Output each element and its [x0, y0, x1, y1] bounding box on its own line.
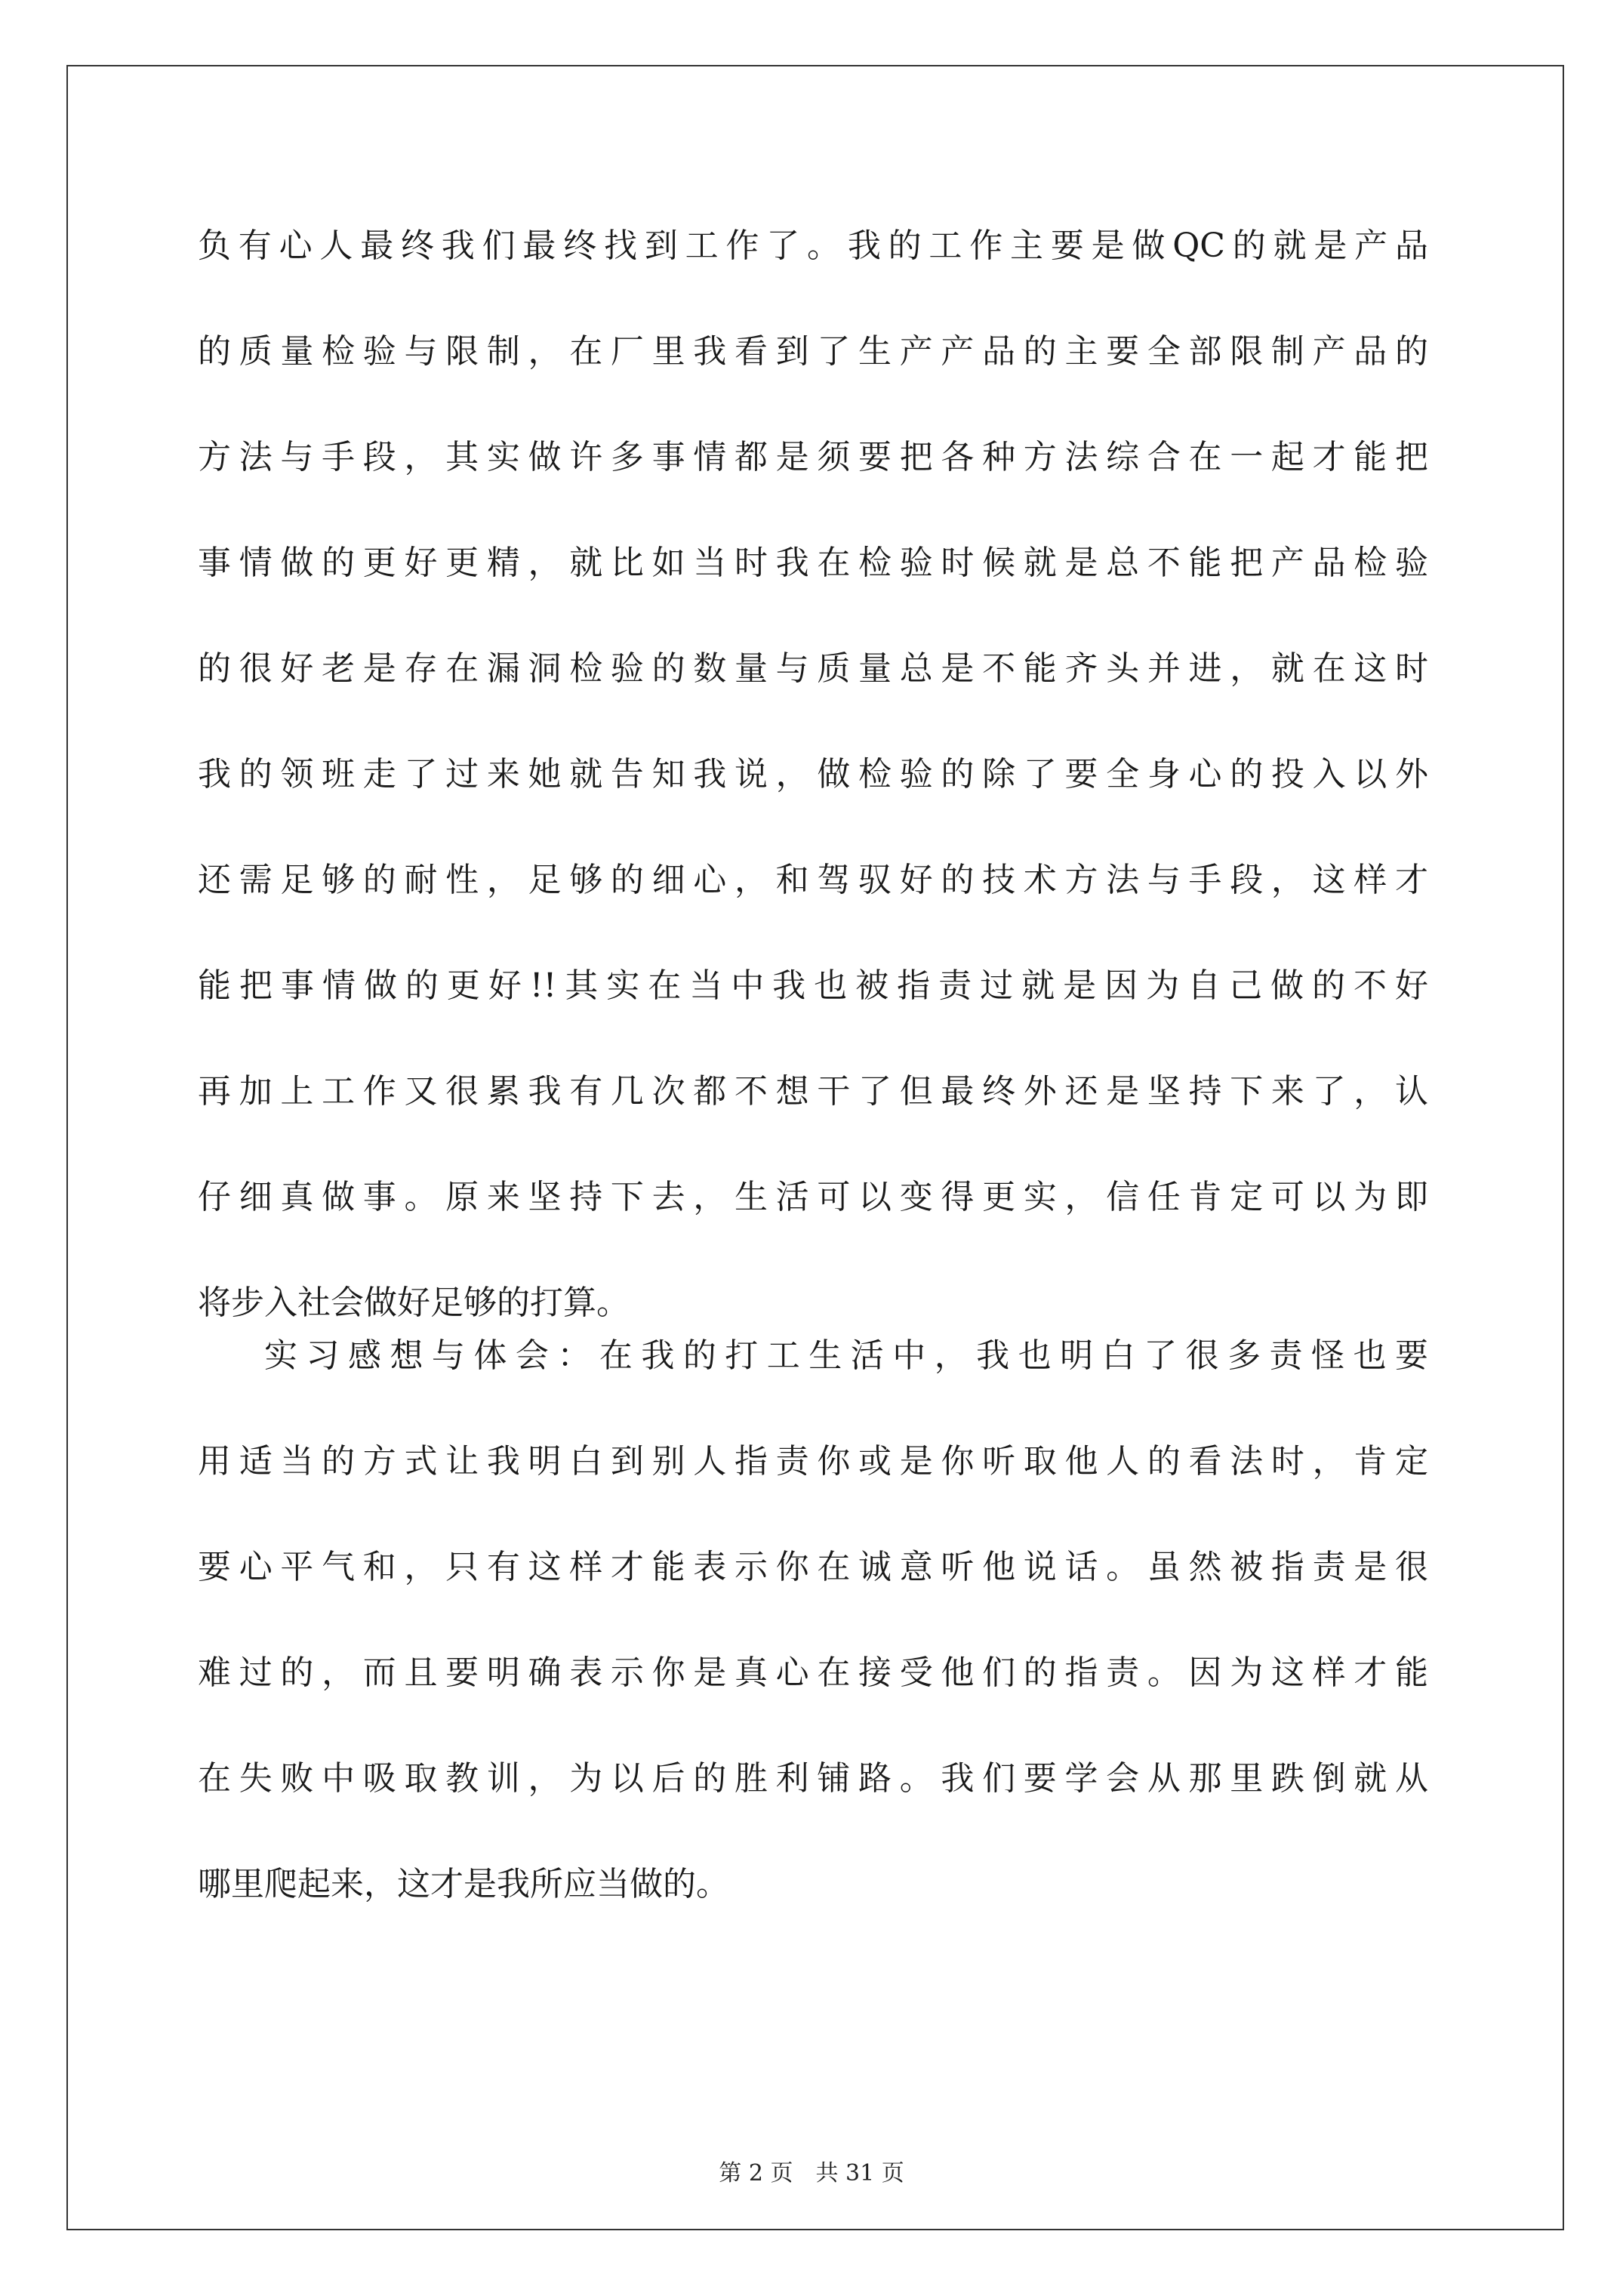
- text-line: 哪里爬起来，这才是我所应当做的。: [198, 1865, 729, 1903]
- paragraph-1: [198, 193, 1428, 1356]
- text-line: 还需足够的耐性，足够的细心，和驾驭好的技术方法与手段，这样才: [198, 861, 1428, 899]
- text-line: 我的领班走了过来她就告知我说，做检验的除了要全身心的投入以外: [198, 755, 1428, 794]
- page-number-footer: 第 2 页 共 31 页: [719, 2160, 904, 2187]
- text-line: 将步入社会做好足够的打算。: [198, 1284, 630, 1322]
- text-line: 事情做的更好更精，就比如当时我在检验时候就是总不能把产品检验: [198, 544, 1428, 582]
- text-line: 再加上工作又很累我有几次都不想干了但最终外还是坚持下来了，认: [198, 1072, 1428, 1111]
- text-line: 的很好老是存在漏洞检验的数量与质量总是不能齐头并进，就在这时: [198, 649, 1428, 688]
- text-line: 实习感想与体会：在我的打工生活中，我也明白了很多责怪也要: [264, 1336, 1428, 1375]
- text-line: 仔细真做事。原来坚持下去，生活可以变得更实，信任肯定可以为即: [198, 1178, 1428, 1216]
- paragraph-2: [198, 1303, 1428, 1937]
- text-line: 在失败中吸取教训，为以后的胜利铺路。我们要学会从那里跌倒就从: [198, 1759, 1428, 1798]
- text-line: 能把事情做的更好!!其实在当中我也被指责过就是因为自己做的不好: [198, 966, 1428, 1005]
- text-line: 的质量检验与限制，在厂里我看到了生产产品的主要全部限制产品的: [198, 332, 1428, 371]
- text-line: 用适当的方式让我明白到别人指责你或是你听取他人的看法时，肯定: [198, 1442, 1428, 1481]
- text-line: 难过的，而且要明确表示你是真心在接受他们的指责。因为这样才能: [198, 1653, 1428, 1692]
- text-line: 负有心人最终我们最终找到工作了。我的工作主要是做QC的就是产品: [198, 227, 1428, 265]
- text-line: 方法与手段，其实做许多事情都是须要把各种方法综合在一起才能把: [198, 438, 1428, 476]
- text-line: 要心平气和，只有这样才能表示你在诚意听他说话。虽然被指责是很: [198, 1548, 1428, 1586]
